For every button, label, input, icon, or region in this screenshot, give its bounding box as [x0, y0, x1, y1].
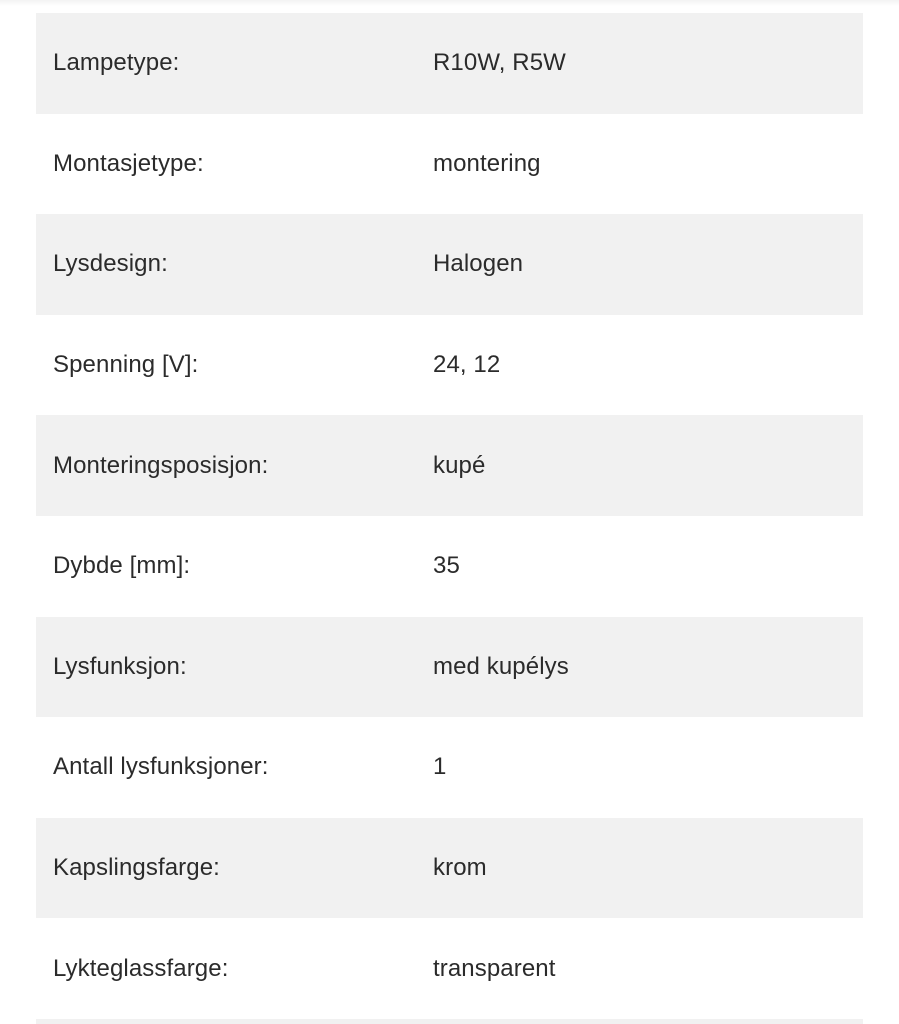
spec-row-next-partial: [36, 1019, 863, 1024]
spec-value: R10W, R5W: [433, 49, 566, 77]
spec-label: Lysfunksjon:: [53, 652, 187, 680]
spec-row-lysdesign: [36, 214, 863, 315]
top-edge-shadow: [0, 0, 899, 6]
spec-label: Spenning [V]:: [53, 351, 199, 379]
spec-row-montasjetype: [36, 114, 863, 215]
spec-row-monteringsposisjon: [36, 415, 863, 516]
spec-value: montering: [433, 149, 541, 177]
spec-row-spenning: [36, 315, 863, 416]
spec-value: kupé: [433, 451, 486, 479]
spec-label: Lampetype:: [53, 49, 180, 77]
spec-row-lykteglassfarge: [36, 918, 863, 1019]
spec-value: 24, 12: [433, 351, 501, 379]
spec-value: 1: [433, 753, 447, 781]
spec-value: Halogen: [433, 250, 524, 278]
spec-label: Dybde [mm]:: [53, 552, 191, 580]
spec-row-dybde: [36, 516, 863, 617]
spec-label: Monteringsposisjon:: [53, 451, 269, 479]
spec-row-antall-lysfunksjoner: [36, 717, 863, 818]
spec-row-lysfunksjon: [36, 617, 863, 718]
spec-label: Antall lysfunksjoner:: [53, 753, 269, 781]
spec-label: Montasjetype:: [53, 149, 204, 177]
spec-row-lampetype: [36, 13, 863, 114]
spec-value: krom: [433, 854, 487, 882]
spec-value: med kupélys: [433, 652, 569, 680]
spec-label: Kapslingsfarge:: [53, 854, 220, 882]
spec-label: Lykteglassfarge:: [53, 954, 229, 982]
spec-table: [36, 13, 863, 1024]
spec-label: Lysdesign:: [53, 250, 168, 278]
spec-row-kapslingsfarge: [36, 818, 863, 919]
spec-value: 35: [433, 552, 460, 580]
spec-value: transparent: [433, 954, 556, 982]
